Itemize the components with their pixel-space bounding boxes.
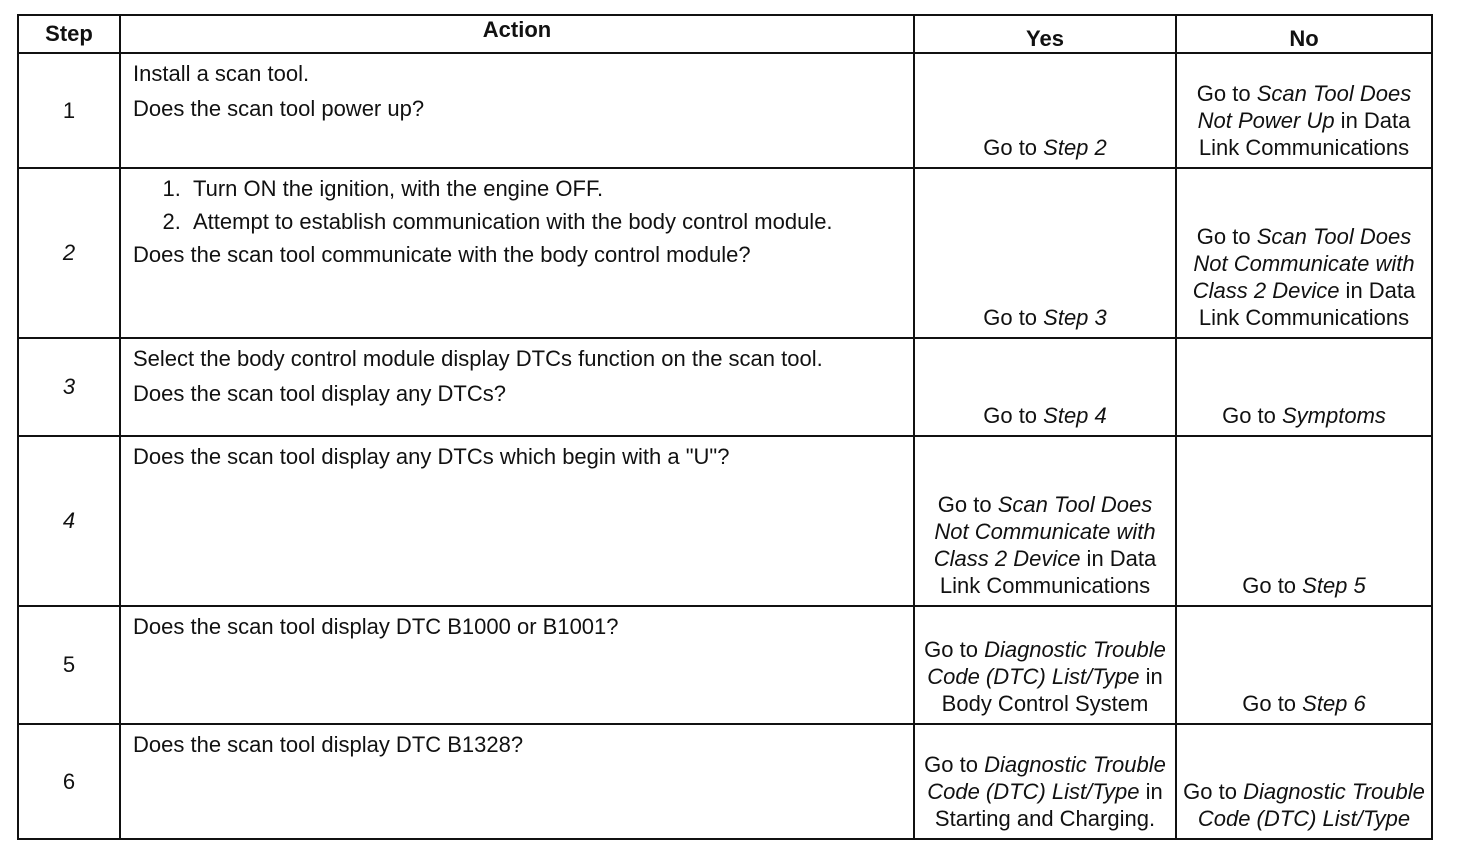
yes-link[interactable]: Step 4 bbox=[1043, 403, 1107, 428]
action-list-item: 2. Attempt to establish communication with the body control module. bbox=[187, 208, 901, 235]
yes-cell bbox=[914, 724, 1176, 839]
no-suffix: in Data Link Communications bbox=[1198, 108, 1411, 160]
table-row bbox=[18, 436, 1432, 606]
action-list-item: 1. Turn ON the ignition, with the engine OFF. bbox=[187, 175, 901, 202]
action-cell bbox=[120, 338, 914, 436]
no-link[interactable]: Step 5 bbox=[1302, 573, 1366, 598]
step-number: 4 bbox=[18, 436, 120, 606]
action-question: Does the scan tool display any DTCs which begin with a "U"? bbox=[133, 444, 730, 469]
table-row bbox=[18, 168, 1432, 338]
no-prefix: Go to bbox=[1183, 779, 1244, 804]
action-question: Does the scan tool display DTC B1328? bbox=[133, 732, 524, 757]
table-row bbox=[18, 338, 1432, 436]
yes-cell bbox=[914, 436, 1176, 606]
step-number: 1 bbox=[18, 53, 120, 168]
yes-link[interactable]: Step 3 bbox=[1043, 305, 1107, 330]
diagnostic-table bbox=[17, 14, 1433, 840]
header-yes: Yes bbox=[914, 15, 1176, 53]
yes-link[interactable]: Diagnostic Trouble Code (DTC) List/Type bbox=[927, 637, 1166, 689]
diagnostic-table-frame bbox=[17, 14, 1427, 846]
no-prefix: Go to bbox=[1242, 691, 1303, 716]
yes-cell bbox=[914, 606, 1176, 724]
no-suffix: in Data Link Communications bbox=[1198, 278, 1416, 330]
yes-link[interactable]: Scan Tool Does Not Communicate with Class 2 Device bbox=[933, 492, 1156, 571]
no-cell bbox=[1176, 338, 1432, 436]
header-action: Action bbox=[120, 15, 914, 53]
action-cell bbox=[120, 436, 914, 606]
yes-prefix: Go to bbox=[983, 403, 1044, 428]
header-row bbox=[18, 15, 1432, 53]
no-link[interactable]: Diagnostic Trouble Code (DTC) List/Type bbox=[1197, 779, 1425, 831]
table-row bbox=[18, 53, 1432, 168]
step-number: 5 bbox=[18, 606, 120, 724]
no-link[interactable]: Step 6 bbox=[1302, 691, 1366, 716]
no-cell bbox=[1176, 53, 1432, 168]
yes-link[interactable]: Diagnostic Trouble Code (DTC) List/Type bbox=[927, 752, 1166, 804]
yes-cell bbox=[914, 53, 1176, 168]
action-text: Install a scan tool. bbox=[133, 61, 310, 86]
no-link[interactable]: Scan Tool Does Not Communicate with Class 2 Device bbox=[1192, 224, 1415, 303]
no-link[interactable]: Symptoms bbox=[1282, 403, 1386, 428]
yes-prefix: Go to bbox=[983, 305, 1044, 330]
action-cell bbox=[120, 606, 914, 724]
yes-prefix: Go to bbox=[937, 492, 998, 517]
action-question: Does the scan tool communicate with the body control module? bbox=[133, 242, 751, 267]
action-question: Does the scan tool display DTC B1000 or B1001? bbox=[133, 614, 619, 639]
action-text: Select the body control module display DTCs function on the scan tool. bbox=[133, 346, 823, 371]
step-number: 6 bbox=[18, 724, 120, 839]
yes-prefix: Go to bbox=[924, 752, 985, 777]
action-cell bbox=[120, 724, 914, 839]
no-prefix: Go to bbox=[1222, 403, 1282, 428]
no-prefix: Go to bbox=[1242, 573, 1303, 598]
yes-link[interactable]: Step 2 bbox=[1043, 135, 1107, 160]
no-cell bbox=[1176, 168, 1432, 338]
action-question: Does the scan tool power up? bbox=[133, 96, 425, 121]
yes-prefix: Go to bbox=[983, 135, 1044, 160]
action-cell bbox=[120, 168, 914, 338]
no-prefix: Go to bbox=[1196, 81, 1257, 106]
table-row bbox=[18, 606, 1432, 724]
no-cell bbox=[1176, 436, 1432, 606]
table-row bbox=[18, 724, 1432, 839]
header-no: No bbox=[1176, 15, 1432, 53]
action-question: Does the scan tool display any DTCs? bbox=[133, 381, 506, 406]
yes-cell bbox=[914, 168, 1176, 338]
yes-prefix: Go to bbox=[924, 637, 985, 662]
no-prefix: Go to bbox=[1196, 224, 1257, 249]
action-cell bbox=[120, 53, 914, 168]
yes-suffix: in Starting and Charging. bbox=[934, 779, 1163, 831]
action-step-list bbox=[133, 175, 901, 235]
no-link[interactable]: Scan Tool Does Not Power Up bbox=[1197, 81, 1412, 133]
yes-suffix: in Data Link Communications bbox=[939, 546, 1157, 598]
step-number: 2 bbox=[18, 168, 120, 338]
no-cell bbox=[1176, 606, 1432, 724]
step-number: 3 bbox=[18, 338, 120, 436]
header-step: Step bbox=[18, 15, 120, 53]
yes-cell bbox=[914, 338, 1176, 436]
no-cell bbox=[1176, 724, 1432, 839]
yes-suffix: in Body Control System bbox=[941, 664, 1163, 716]
